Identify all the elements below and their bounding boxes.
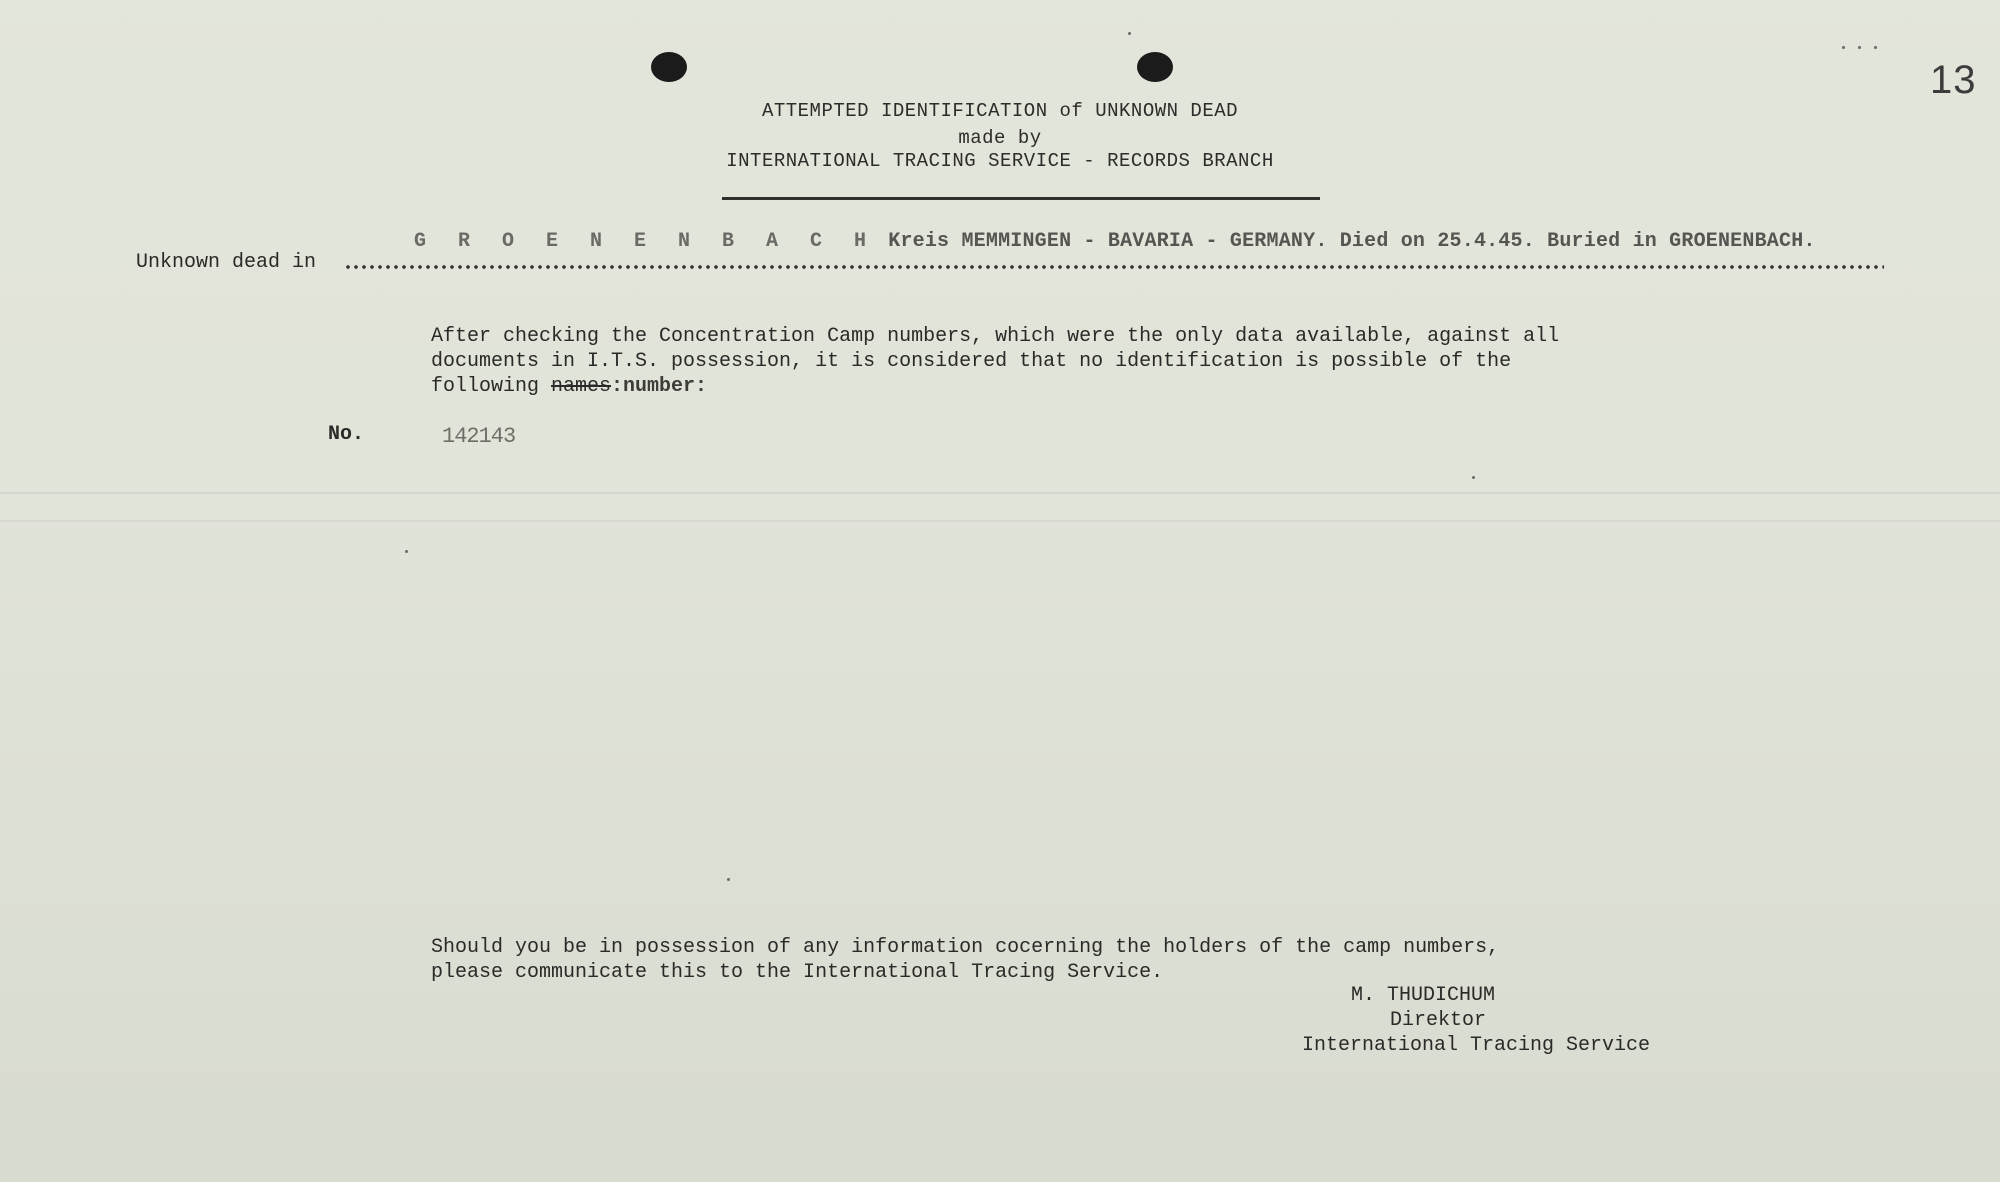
place-name: G R O E N E N B A C H: [414, 230, 877, 253]
header-title: ATTEMPTED IDENTIFICATION of UNKNOWN DEAD: [761, 100, 1239, 122]
dotted-fill-line: [344, 264, 1884, 270]
paper-speck: [1874, 46, 1877, 49]
location-line: [414, 230, 1816, 253]
paper-speck: [1128, 32, 1131, 35]
body-line-3: [431, 374, 707, 399]
signatory-name: M. THUDICHUM: [1351, 984, 1496, 1007]
paper-ruling-line: [0, 492, 2000, 494]
signatory-title: Direktor: [1390, 1009, 1487, 1032]
paper-speck: [1472, 476, 1475, 479]
page-number: 13: [1930, 58, 1977, 102]
paper-speck: [405, 550, 408, 553]
punch-hole: [1137, 52, 1173, 82]
typed-over-word: :number:: [611, 375, 708, 398]
paper-ruling-line: [0, 520, 2000, 522]
signatory-organization: International Tracing Service: [1302, 1034, 1651, 1057]
punch-hole: [651, 52, 687, 82]
number-label: No.: [328, 423, 365, 446]
paper-speck: [1842, 46, 1845, 49]
struck-word: names: [551, 375, 612, 398]
closing-line-1: Should you be in possession of any information cocerning the holders of the camp numbers,: [431, 936, 1500, 959]
camp-number: 142143: [442, 424, 516, 449]
body-line-2: documents in I.T.S. possession, it is considered that no identification is possible of the: [431, 350, 1512, 373]
header-organization: INTERNATIONAL TRACING SERVICE - RECORDS BRANCH: [726, 150, 1274, 172]
header-underline: [722, 197, 1320, 200]
unknown-dead-label: Unknown dead in: [136, 251, 317, 274]
paper-speck: [727, 878, 730, 881]
place-details: Kreis MEMMINGEN - BAVARIA - GERMANY. Died on 25.4.45. Buried in GROENENBACH.: [888, 230, 1816, 253]
header-made-by: made by: [958, 127, 1042, 149]
paper-speck: [1858, 46, 1861, 49]
body-line-3-prefix: following: [431, 375, 552, 398]
closing-line-2: please communicate this to the International Tracing Service.: [431, 961, 1164, 984]
body-line-1: After checking the Concentration Camp numbers, which were the only data available, against all: [431, 325, 1560, 348]
